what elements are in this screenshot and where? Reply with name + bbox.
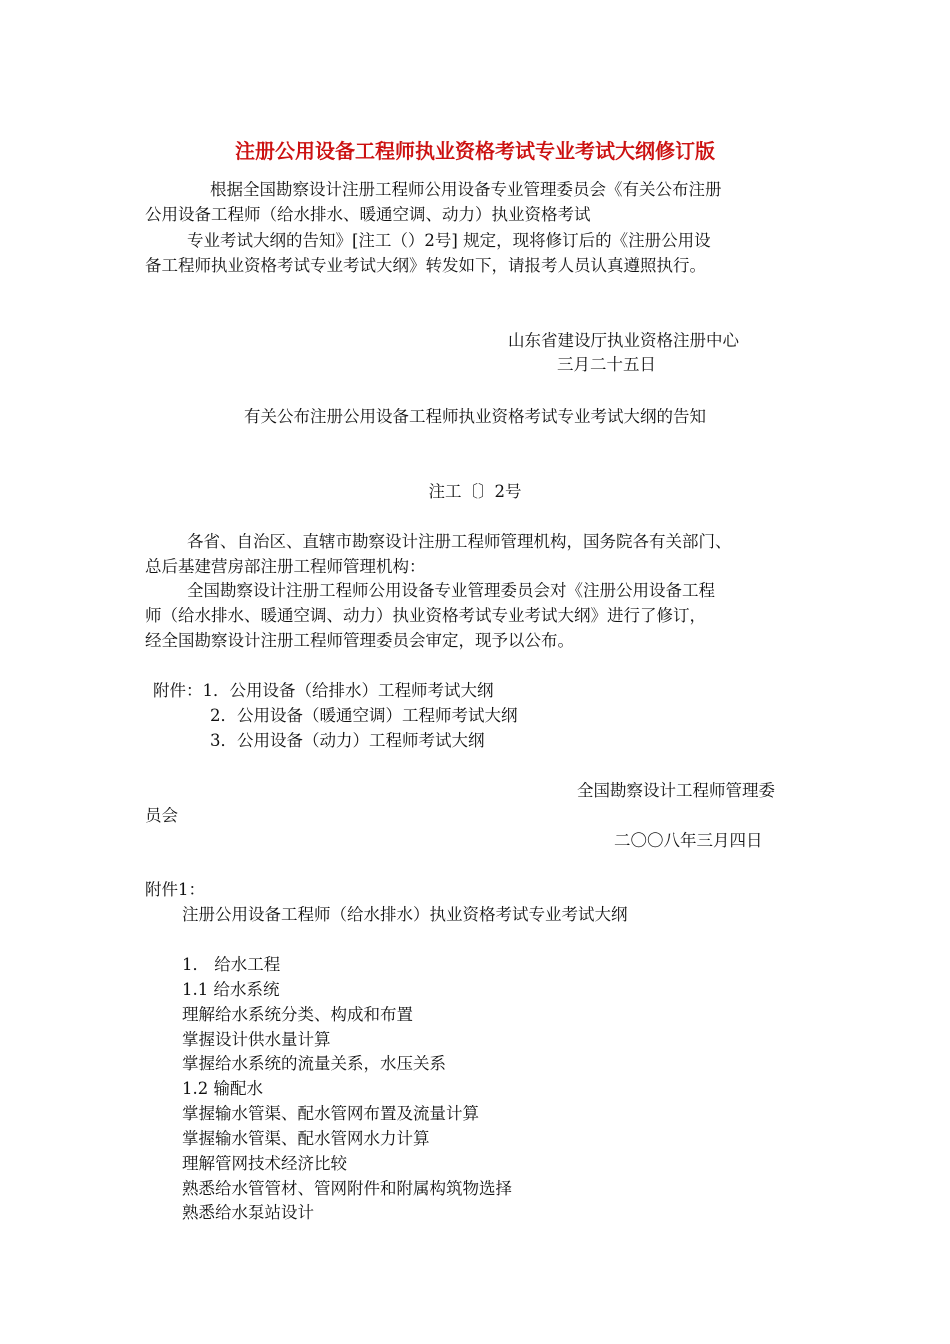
document-title: 注册公用设备工程师执业资格考试专业考试大纲修订版	[235, 139, 715, 163]
body-line-5: 经全国勘察设计注册工程师管理委员会审定，现予以公布。	[145, 631, 574, 650]
outline-item: 掌握设计供水量计算	[182, 1030, 331, 1049]
outline-subheading-1-2: 1.2 输配水	[182, 1079, 263, 1098]
signature-line-1: 全国勘察设计工程师管理委	[577, 781, 775, 800]
attachment-item-3: 3．公用设备（动力）工程师考试大纲	[210, 731, 485, 750]
intro-line-1: 根据全国勘察设计注册工程师公用设备专业管理委员会《有关公布注册	[210, 180, 722, 199]
outline-item: 理解给水系统分类、构成和布置	[182, 1005, 413, 1024]
intro-line-4: 备工程师执业资格考试专业考试大纲》转发如下，请报考人员认真遵照执行。	[145, 256, 706, 275]
outline-item: 熟悉给水管管材、管网附件和附属构筑物选择	[182, 1179, 512, 1198]
outline-item: 掌握给水系统的流量关系，水压关系	[182, 1054, 446, 1073]
issuer-name: 山东省建设厅执业资格注册中心	[508, 331, 739, 350]
outline-heading-1: 1． 给水工程	[182, 955, 281, 974]
body-line-4: 师（给水排水、暖通空调、动力）执业资格考试专业考试大纲》进行了修订，	[145, 606, 706, 625]
body-line-2: 总后基建营房部注册工程师管理机构：	[145, 557, 426, 576]
body-line-3: 全国勘察设计注册工程师公用设备专业管理委员会对《注册公用设备工程	[187, 581, 715, 600]
intro-line-2: 公用设备工程师（给水排水、暖通空调、动力）执业资格考试	[145, 205, 591, 224]
outline-item: 理解管网技术经济比较	[182, 1154, 347, 1173]
outline-item: 掌握输水管渠、配水管网水力计算	[182, 1129, 430, 1148]
attachment1-label: 附件1：	[145, 880, 205, 899]
attachment1-title: 注册公用设备工程师（给水排水）执业资格考试专业考试大纲	[182, 905, 628, 924]
signature-date: 二〇〇八年三月四日	[614, 831, 763, 850]
notice-title: 有关公布注册公用设备工程师执业资格考试专业考试大纲的告知	[244, 407, 706, 426]
signature-line-2: 员会	[145, 806, 178, 825]
intro-line-3: 专业考试大纲的告知》[注工（）2号] 规定，现将修订后的《注册公用设	[187, 231, 711, 250]
issuer-date: 三月二十五日	[557, 355, 656, 374]
document-number: 注工〔〕2号	[428, 482, 522, 501]
attachment-item-2: 2．公用设备（暖通空调）工程师考试大纲	[210, 706, 518, 725]
outline-item: 熟悉给水泵站设计	[182, 1203, 314, 1222]
body-line-1: 各省、自治区、直辖市勘察设计注册工程师管理机构，国务院各有关部门、	[187, 532, 732, 551]
attachment-item-1: 附件：1．公用设备（给排水）工程师考试大纲	[153, 681, 494, 700]
outline-item: 掌握输水管渠、配水管网布置及流量计算	[182, 1104, 479, 1123]
outline-subheading-1-1: 1.1 给水系统	[182, 980, 280, 999]
